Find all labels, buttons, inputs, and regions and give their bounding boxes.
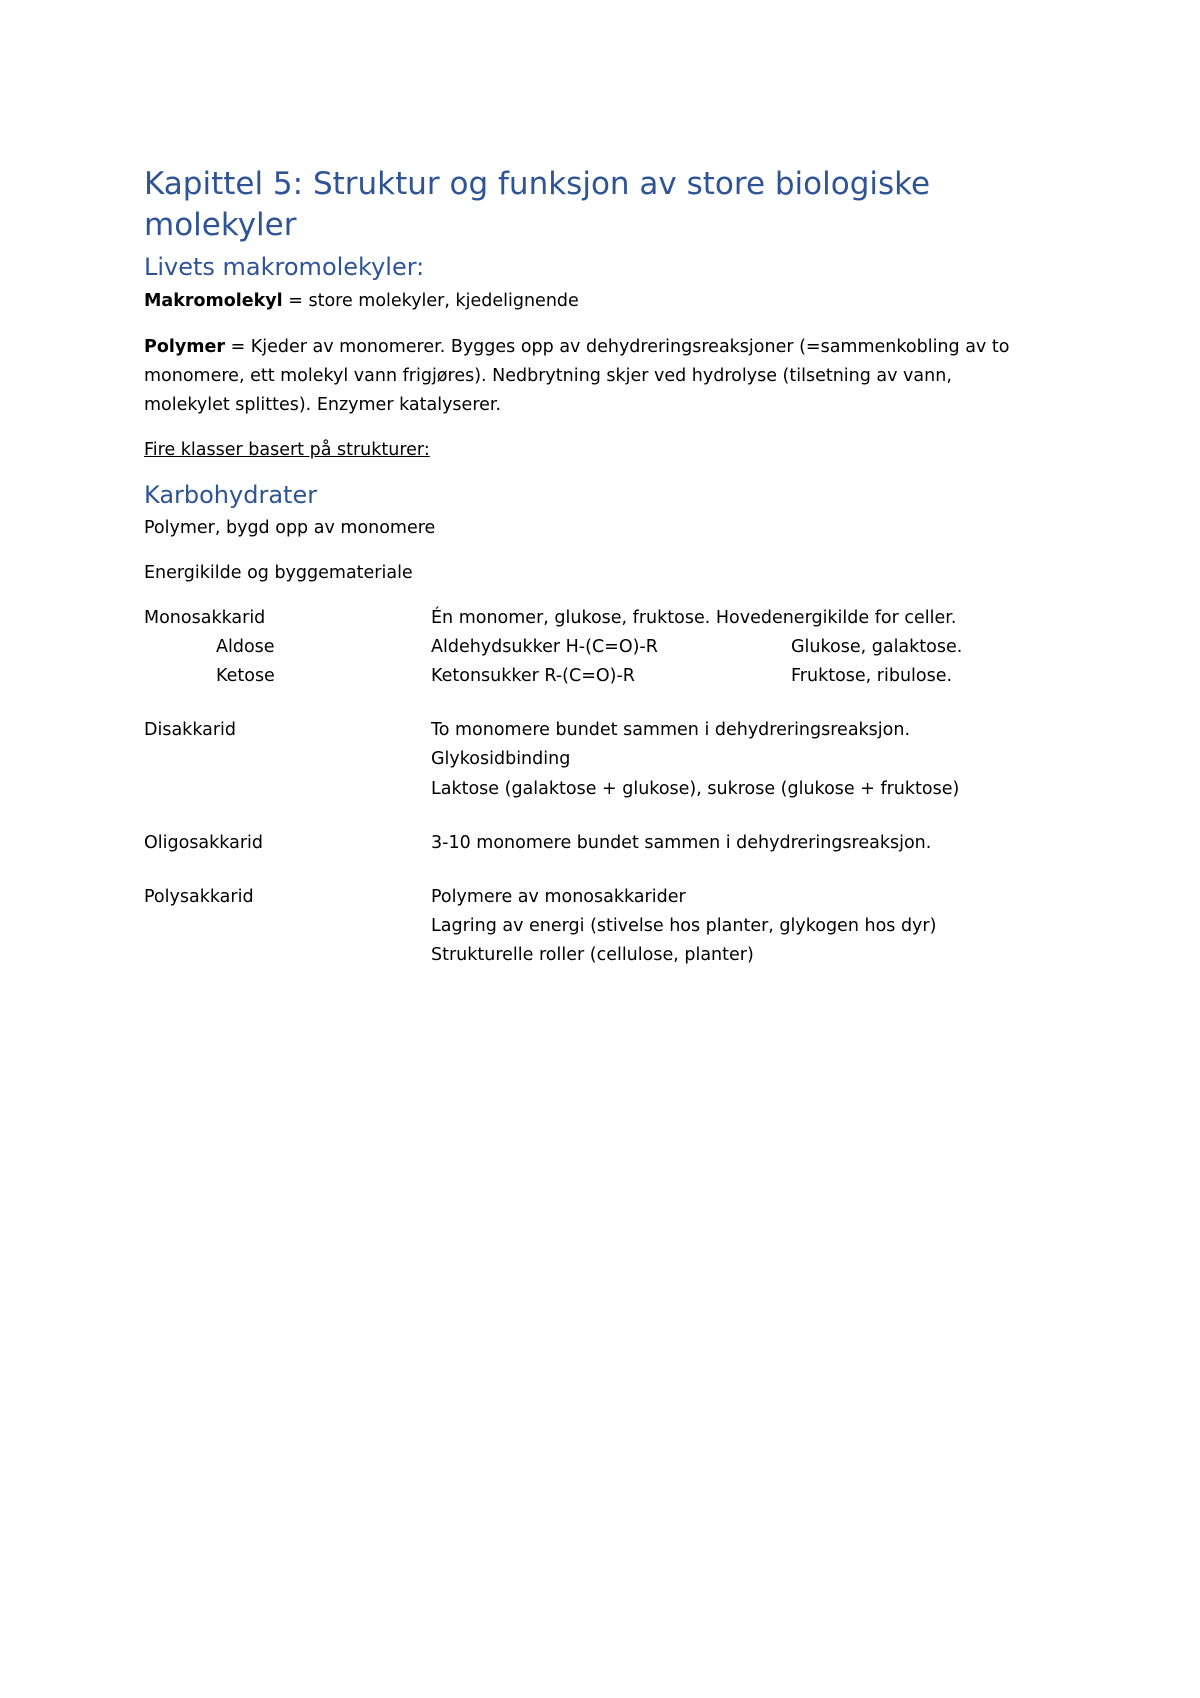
polymer-text-1: = Kjeder av monomerer. Bygges opp av dehydreringsreaksjoner (=sammenkobling av to [225, 337, 1010, 357]
makromolekyl-text: = store molekyler, kjedelignende [282, 291, 579, 311]
aldose-examples: Glukose, galaktose. [791, 637, 963, 657]
oligo-desc: 3-10 monomere bundet sammen i dehydreringsreaksjon. [431, 833, 932, 853]
poly-label: Polysakkarid [144, 887, 254, 907]
di-label: Disakkarid [144, 720, 237, 740]
poly-line-3: Strukturelle roller (cellulose, planter) [431, 945, 754, 965]
mono-label: Monosakkarid [144, 608, 266, 628]
di-line-1: To monomere bundet sammen i dehydreringsreaksjon. [431, 720, 911, 740]
carb-line-2: Energikilde og byggemateriale [144, 563, 413, 583]
carbohydrates-heading: Karbohydrater [144, 481, 318, 509]
aldose-desc: Aldehydsukker H-(C=O)-R [431, 637, 658, 657]
ketose-label: Ketose [216, 666, 275, 686]
makromolekyl-definition [144, 287, 579, 316]
makromolekyl-term: Makromolekyl [144, 291, 283, 311]
document-title: Kapittel 5: Struktur og funksjon av store biologiske molekyler [144, 166, 931, 243]
mono-desc: Én monomer, glukose, fruktose. Hovedenergikilde for celler. [431, 608, 957, 628]
ketose-examples: Fruktose, ribulose. [791, 666, 953, 686]
aldose-label: Aldose [216, 637, 275, 657]
di-line-3: Laktose (galaktose + glukose), sukrose (glukose + fruktose) [431, 779, 960, 799]
poly-line-1: Polymere av monosakkarider [431, 887, 686, 907]
section-heading: Livets makromolekyler: [144, 253, 425, 281]
polymer-line-1 [144, 333, 1009, 362]
oligo-label: Oligosakkarid [144, 833, 264, 853]
poly-line-2: Lagring av energi (stivelse hos planter, glykogen hos dyr) [431, 916, 937, 936]
polymer-line-2: monomere, ett molekyl vann frigjøres). Nedbrytning skjer ved hydrolyse (tilsetning av vann, [144, 366, 952, 386]
di-line-2: Glykosidbinding [431, 749, 571, 769]
polymer-line-3: molekylet splittes). Enzymer katalyserer. [144, 395, 502, 415]
ketose-desc: Ketonsukker R-(C=O)-R [431, 666, 635, 686]
polymer-term: Polymer [144, 337, 225, 357]
carb-line-1: Polymer, bygd opp av monomere [144, 518, 436, 538]
classes-intro: Fire klasser basert på strukturer: [144, 440, 430, 460]
